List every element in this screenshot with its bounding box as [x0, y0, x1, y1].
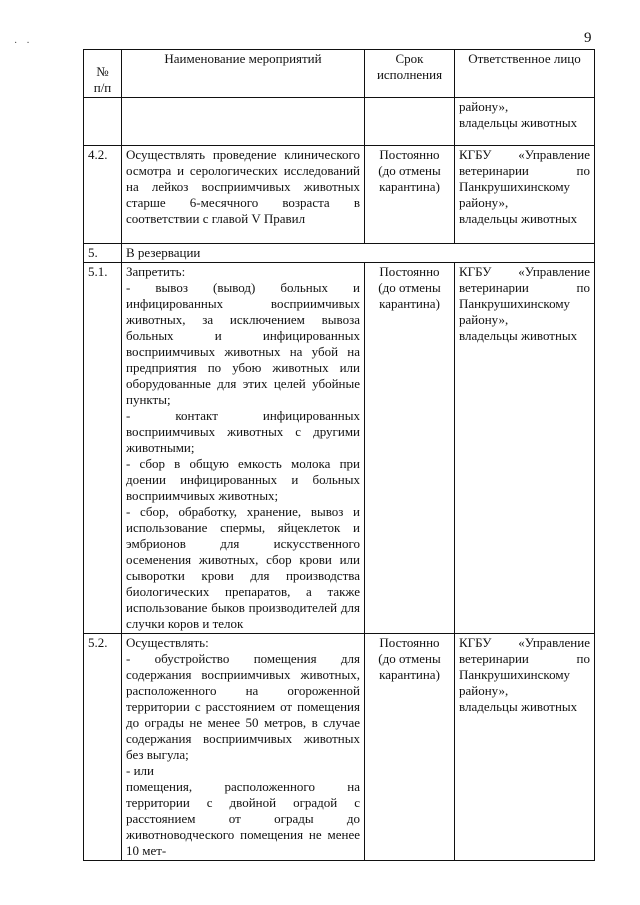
section-row: [84, 244, 595, 263]
table-row: [84, 634, 595, 861]
row-num: [84, 98, 122, 146]
row-measure: Запретить: - вывоз (вывод) больных и инфицированных восприимчивых животных, за исключением вывоза больных и инфицированных восприимчивых животных на убой на предприятия по убою животных или оборудованные для этих целей убойные пункты; - контакт инфицированных восприимчивых животных с другими животными; - сбор в общую емкость молока при доении инфицированных и больных восприимчивых животных; - сбор, обработку, хранение, вывоз и использование спермы, яйцеклеток и эмбрионов для искусственного осеменения животных, сбор крови или сыворотки крови для производства биологических препаратов, а также использование быков производителей для случки коров и телок: [122, 263, 365, 634]
table-row: [84, 263, 595, 634]
row-term: Постоянно (до отмены карантина): [365, 634, 455, 861]
row-responsible: району», владельцы животных: [455, 98, 595, 146]
header-term: Срок исполнения: [365, 50, 455, 98]
row-term: Постоянно (до отмены карантина): [365, 146, 455, 244]
row-measure: Осуществлять проведение клинического осмотра и серологических исследований на лейкоз восприимчивых животных старше 6-месячного возраста в соответствии с главой V Правил: [122, 146, 365, 244]
header-responsible: Ответственное лицо: [455, 50, 595, 98]
row-num: 4.2.: [84, 146, 122, 244]
section-title: В резервации: [122, 244, 595, 263]
row-measure: [122, 98, 365, 146]
row-term: [365, 98, 455, 146]
header-measure: Наименование мероприятий: [122, 50, 365, 98]
row-term: Постоянно (до отмены карантина): [365, 263, 455, 634]
row-responsible: КГБУ «Управление ветеринарии по Панкрушихинскому району», владельцы животных: [455, 634, 595, 861]
row-responsible: КГБУ «Управление ветеринарии по Панкрушихинскому району», владельцы животных: [455, 263, 595, 634]
measures-table: [83, 49, 595, 861]
row-num: 5.1.: [84, 263, 122, 634]
row-measure: Осуществлять: - обустройство помещения для содержания восприимчивых животных, расположенного на огороженной территории с расстоянием от помещения до ограды не менее 50 метров, в случае содержания восприимчивых животных без выгула; - или помещения, расположенного на территории с двойной оградой с расстоянием от ограды до животноводческого помещения не менее 10 мет-: [122, 634, 365, 861]
row-num: 5.: [84, 244, 122, 263]
table-header-row: [84, 50, 595, 98]
table-row: [84, 98, 595, 146]
scan-artifact-dots: ··: [14, 38, 39, 49]
table-row: [84, 146, 595, 244]
page-number: 9: [584, 30, 592, 46]
header-num: № п/п: [84, 50, 122, 98]
row-responsible: КГБУ «Управление ветеринарии по Панкрушихинскому району», владельцы животных: [455, 146, 595, 244]
row-num: 5.2.: [84, 634, 122, 861]
